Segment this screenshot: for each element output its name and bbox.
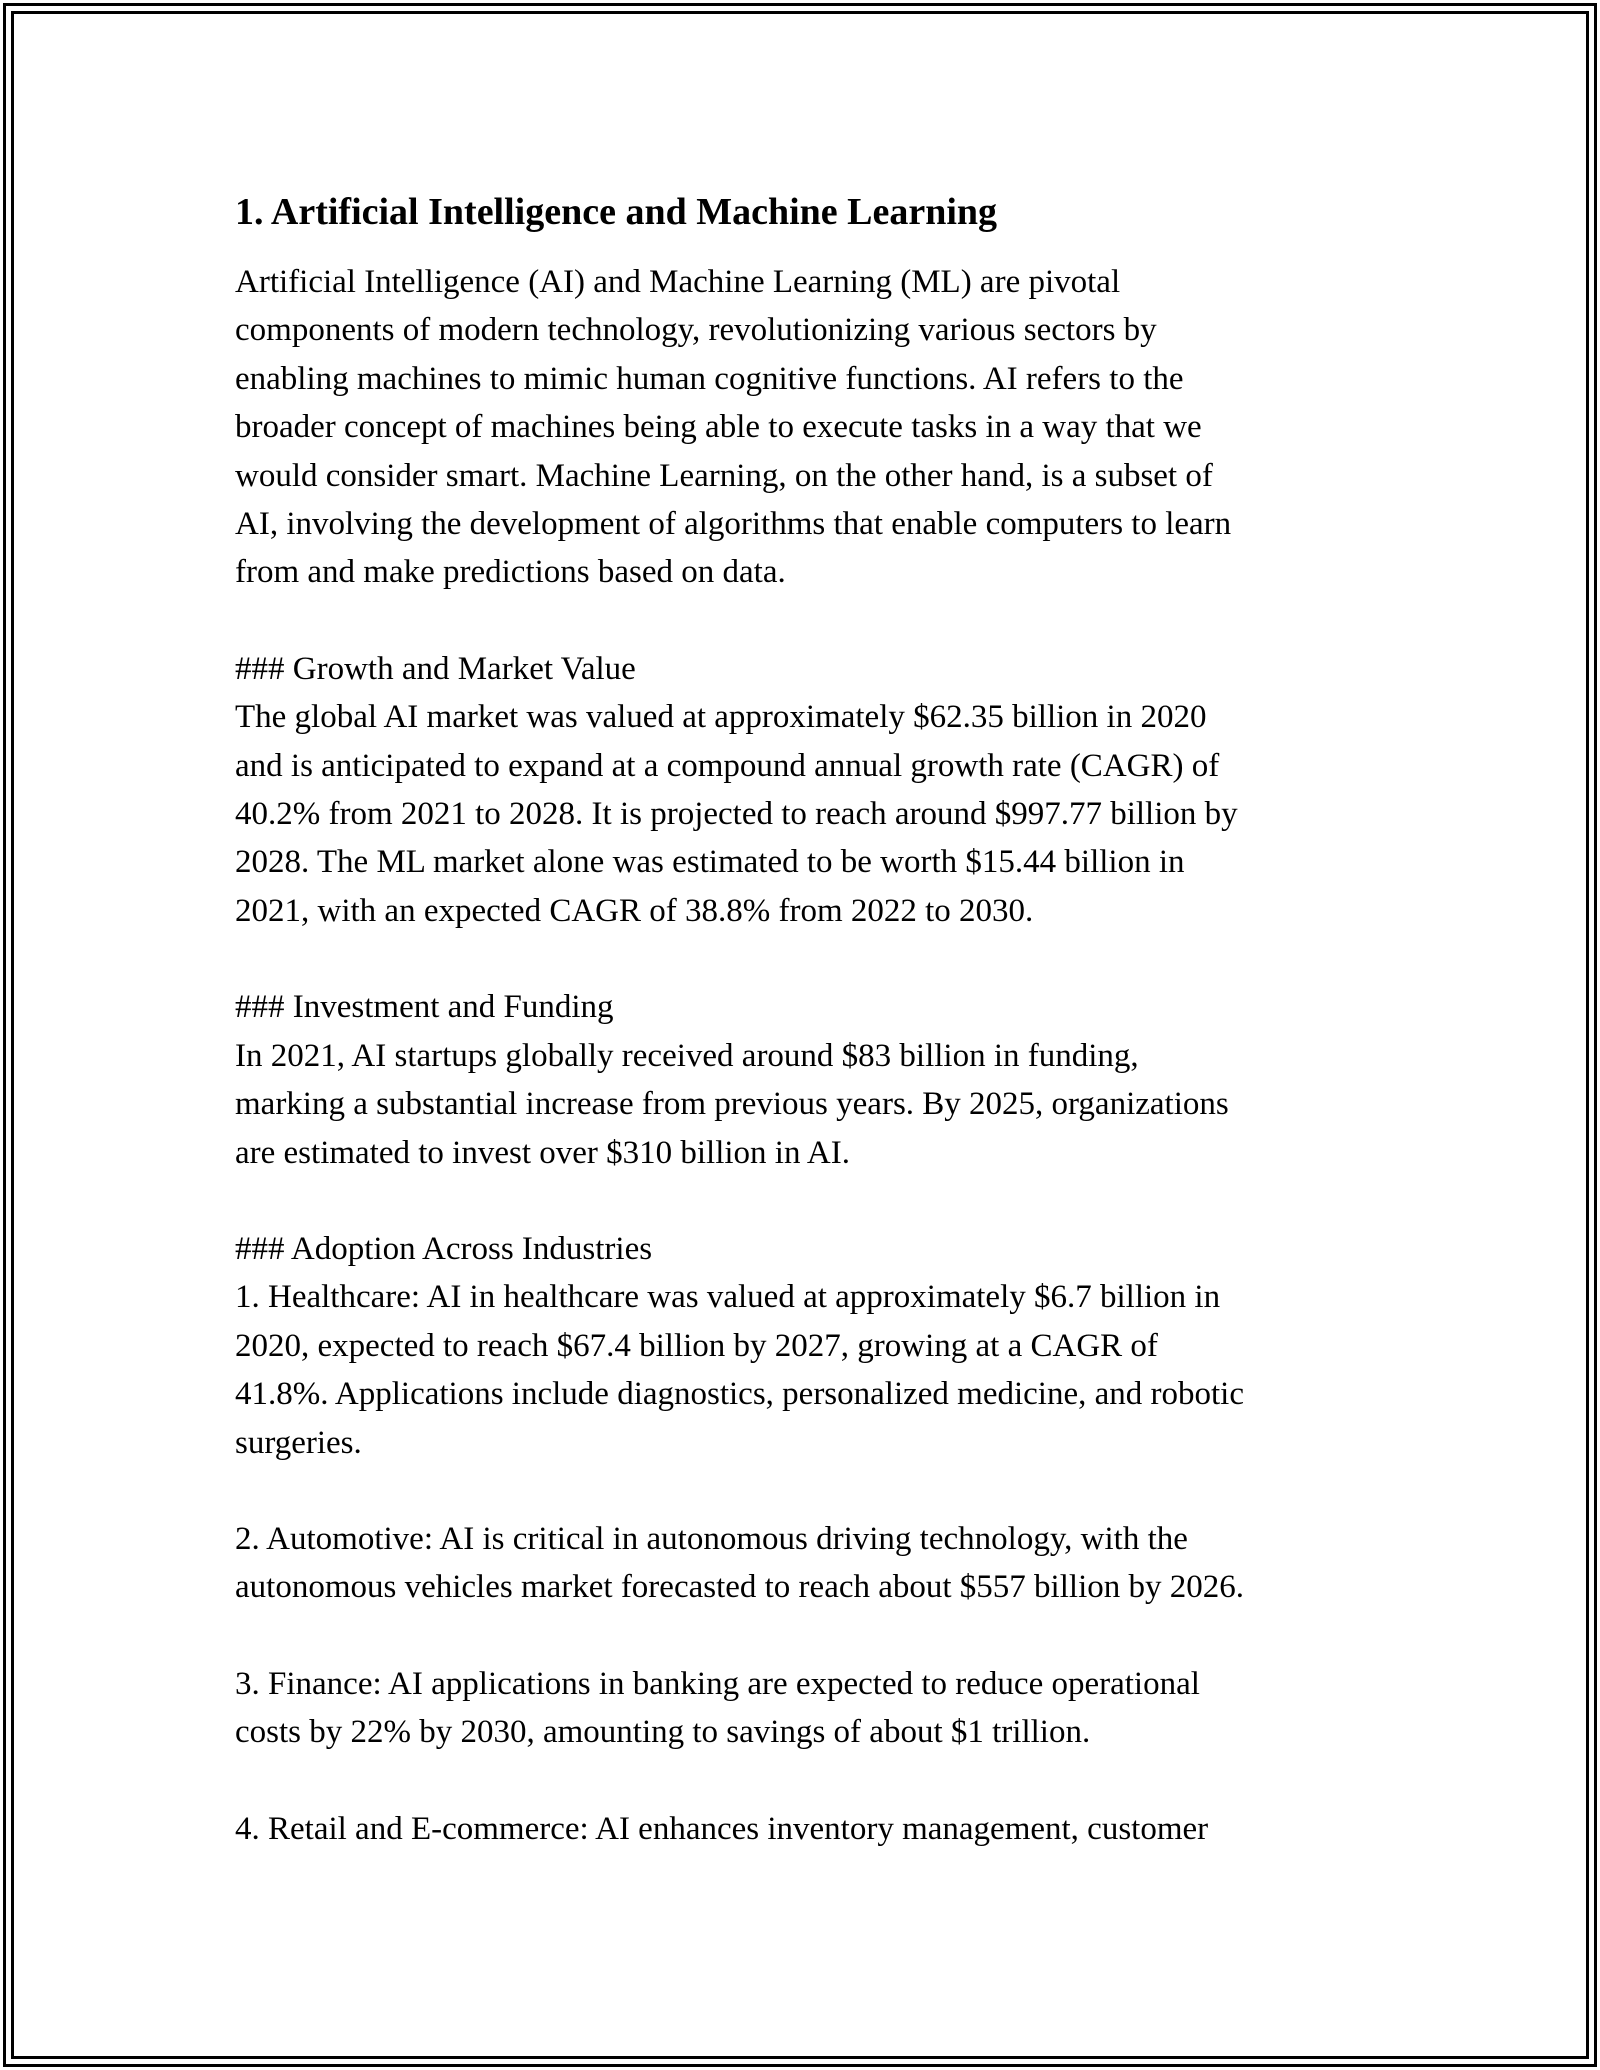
growth-section (235, 645, 1385, 935)
intro-line: Artificial Intelligence (AI) and Machine Learning (ML) are pivotal (235, 264, 1121, 300)
adoption-healthcare (235, 1225, 1385, 1467)
investment-line: marking a substantial increase from previous years. By 2025, organizations (235, 1086, 1229, 1123)
finance-line: costs by 22% by 2030, amounting to savings of about $1 trillion. (235, 1714, 1091, 1751)
healthcare-line: 1. Healthcare: AI in healthcare was valued at approximately $6.7 billion in (235, 1279, 1221, 1316)
intro-line: enabling machines to mimic human cognitive functions. AI refers to the (235, 360, 1184, 397)
healthcare-line: 2020, expected to reach $67.4 billion by 2027, growing at a CAGR of (235, 1327, 1158, 1364)
adoption-automotive (235, 1515, 1385, 1612)
adoption-finance (235, 1660, 1385, 1757)
automotive-line: 2. Automotive: AI is critical in autonomous driving technology, with the (235, 1520, 1188, 1557)
growth-line: 40.2% from 2021 to 2028. It is projected to reach around $997.77 billion by (235, 796, 1238, 833)
investment-heading: ### Investment and Funding (235, 989, 614, 1026)
growth-line: 2028. The ML market alone was estimated to be worth $15.44 billion in (235, 844, 1185, 881)
intro-line: AI, involving the development of algorithms that enable computers to learn (235, 506, 1232, 543)
adoption-heading: ### Adoption Across Industries (235, 1230, 653, 1267)
finance-line: 3. Finance: AI applications in banking are expected to reduce operational (235, 1665, 1200, 1702)
intro-line: broader concept of machines being able to execute tasks in a way that we (235, 409, 1202, 446)
growth-line: 2021, with an expected CAGR of 38.8% from 2022 to 2030. (235, 892, 1034, 929)
healthcare-line: 41.8%. Applications include diagnostics, personalized medicine, and robotic (235, 1376, 1244, 1413)
growth-line: The global AI market was valued at approximately $62.35 billion in 2020 (235, 699, 1207, 736)
intro-paragraph (235, 258, 1385, 597)
retail-line: 4. Retail and E-commerce: AI enhances inventory management, customer (235, 1810, 1209, 1847)
intro-line: from and make predictions based on data. (235, 554, 786, 591)
investment-line: are estimated to invest over $310 billion in AI. (235, 1134, 850, 1171)
investment-line: In 2021, AI startups globally received around $83 billion in funding, (235, 1037, 1139, 1074)
adoption-retail (235, 1805, 1385, 1853)
page-title: 1. Artificial Intelligence and Machine Learning (235, 191, 998, 233)
growth-heading: ### Growth and Market Value (235, 650, 636, 687)
investment-section (235, 983, 1385, 1177)
automotive-line: autonomous vehicles market forecasted to reach about $557 billion by 2026. (235, 1569, 1244, 1606)
intro-line: components of modern technology, revolutionizing various sectors by (235, 312, 1157, 349)
document-body (235, 186, 1385, 1901)
growth-line: and is anticipated to expand at a compound annual growth rate (CAGR) of (235, 747, 1220, 784)
intro-line: would consider smart. Machine Learning, on the other hand, is a subset of (235, 457, 1213, 494)
healthcare-line: surgeries. (235, 1424, 362, 1461)
